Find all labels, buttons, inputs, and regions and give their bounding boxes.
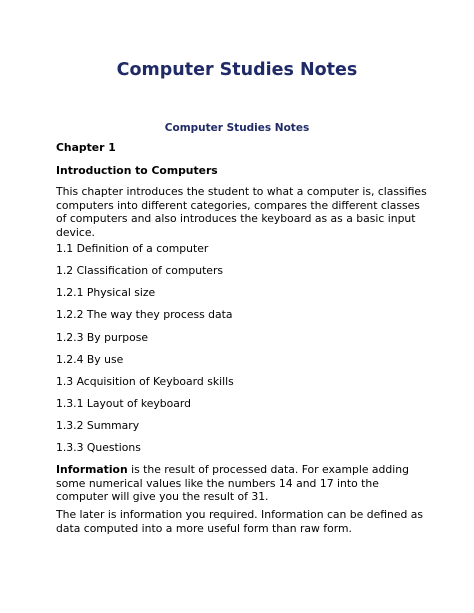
chapter-heading: Chapter 1 (56, 141, 116, 154)
intro-line: of computers and also introduces the keyboard as as a basic input (56, 212, 416, 225)
toc-item: 1.1 Definition of a computer (56, 242, 209, 255)
closing-paragraph (56, 508, 436, 535)
intro-line: This chapter introduces the student to what a computer is, classifies (56, 185, 427, 198)
information-term: Information (56, 463, 128, 476)
closing-line: data computed into a more useful form than raw form. (56, 521, 352, 535)
information-paragraph (56, 463, 436, 504)
intro-line: computers into different categories, compares the different classes (56, 198, 420, 212)
closing-line: The later is information you required. Information can be defined as (56, 508, 424, 521)
toc-item: 1.3 Acquisition of Keyboard skills (56, 375, 234, 388)
toc-item: 1.2.3 By purpose (56, 331, 148, 344)
intro-paragraph (56, 185, 436, 239)
information-line: computer will give you the result of 31. (56, 490, 269, 503)
information-line: some numerical values like the numbers 14 and 17 into the (56, 476, 379, 490)
toc-item: 1.3.3 Questions (56, 441, 141, 454)
section-heading: Introduction to Computers (56, 164, 218, 177)
toc-item: 1.3.2 Summary (56, 419, 140, 432)
document-subtitle: Computer Studies Notes (164, 122, 310, 134)
information-text: is the result of processed data. For example adding (127, 463, 409, 476)
information-line (56, 463, 436, 477)
toc-item: 1.2.1 Physical size (56, 286, 156, 299)
toc-item: 1.2.2 The way they process data (56, 308, 233, 321)
intro-line: device. (56, 225, 95, 239)
toc-item: 1.2.4 By use (56, 353, 124, 366)
toc-item: 1.3.1 Layout of keyboard (56, 397, 191, 410)
toc-item: 1.2 Classification of computers (56, 264, 224, 277)
document-title: Computer Studies Notes (116, 60, 358, 80)
